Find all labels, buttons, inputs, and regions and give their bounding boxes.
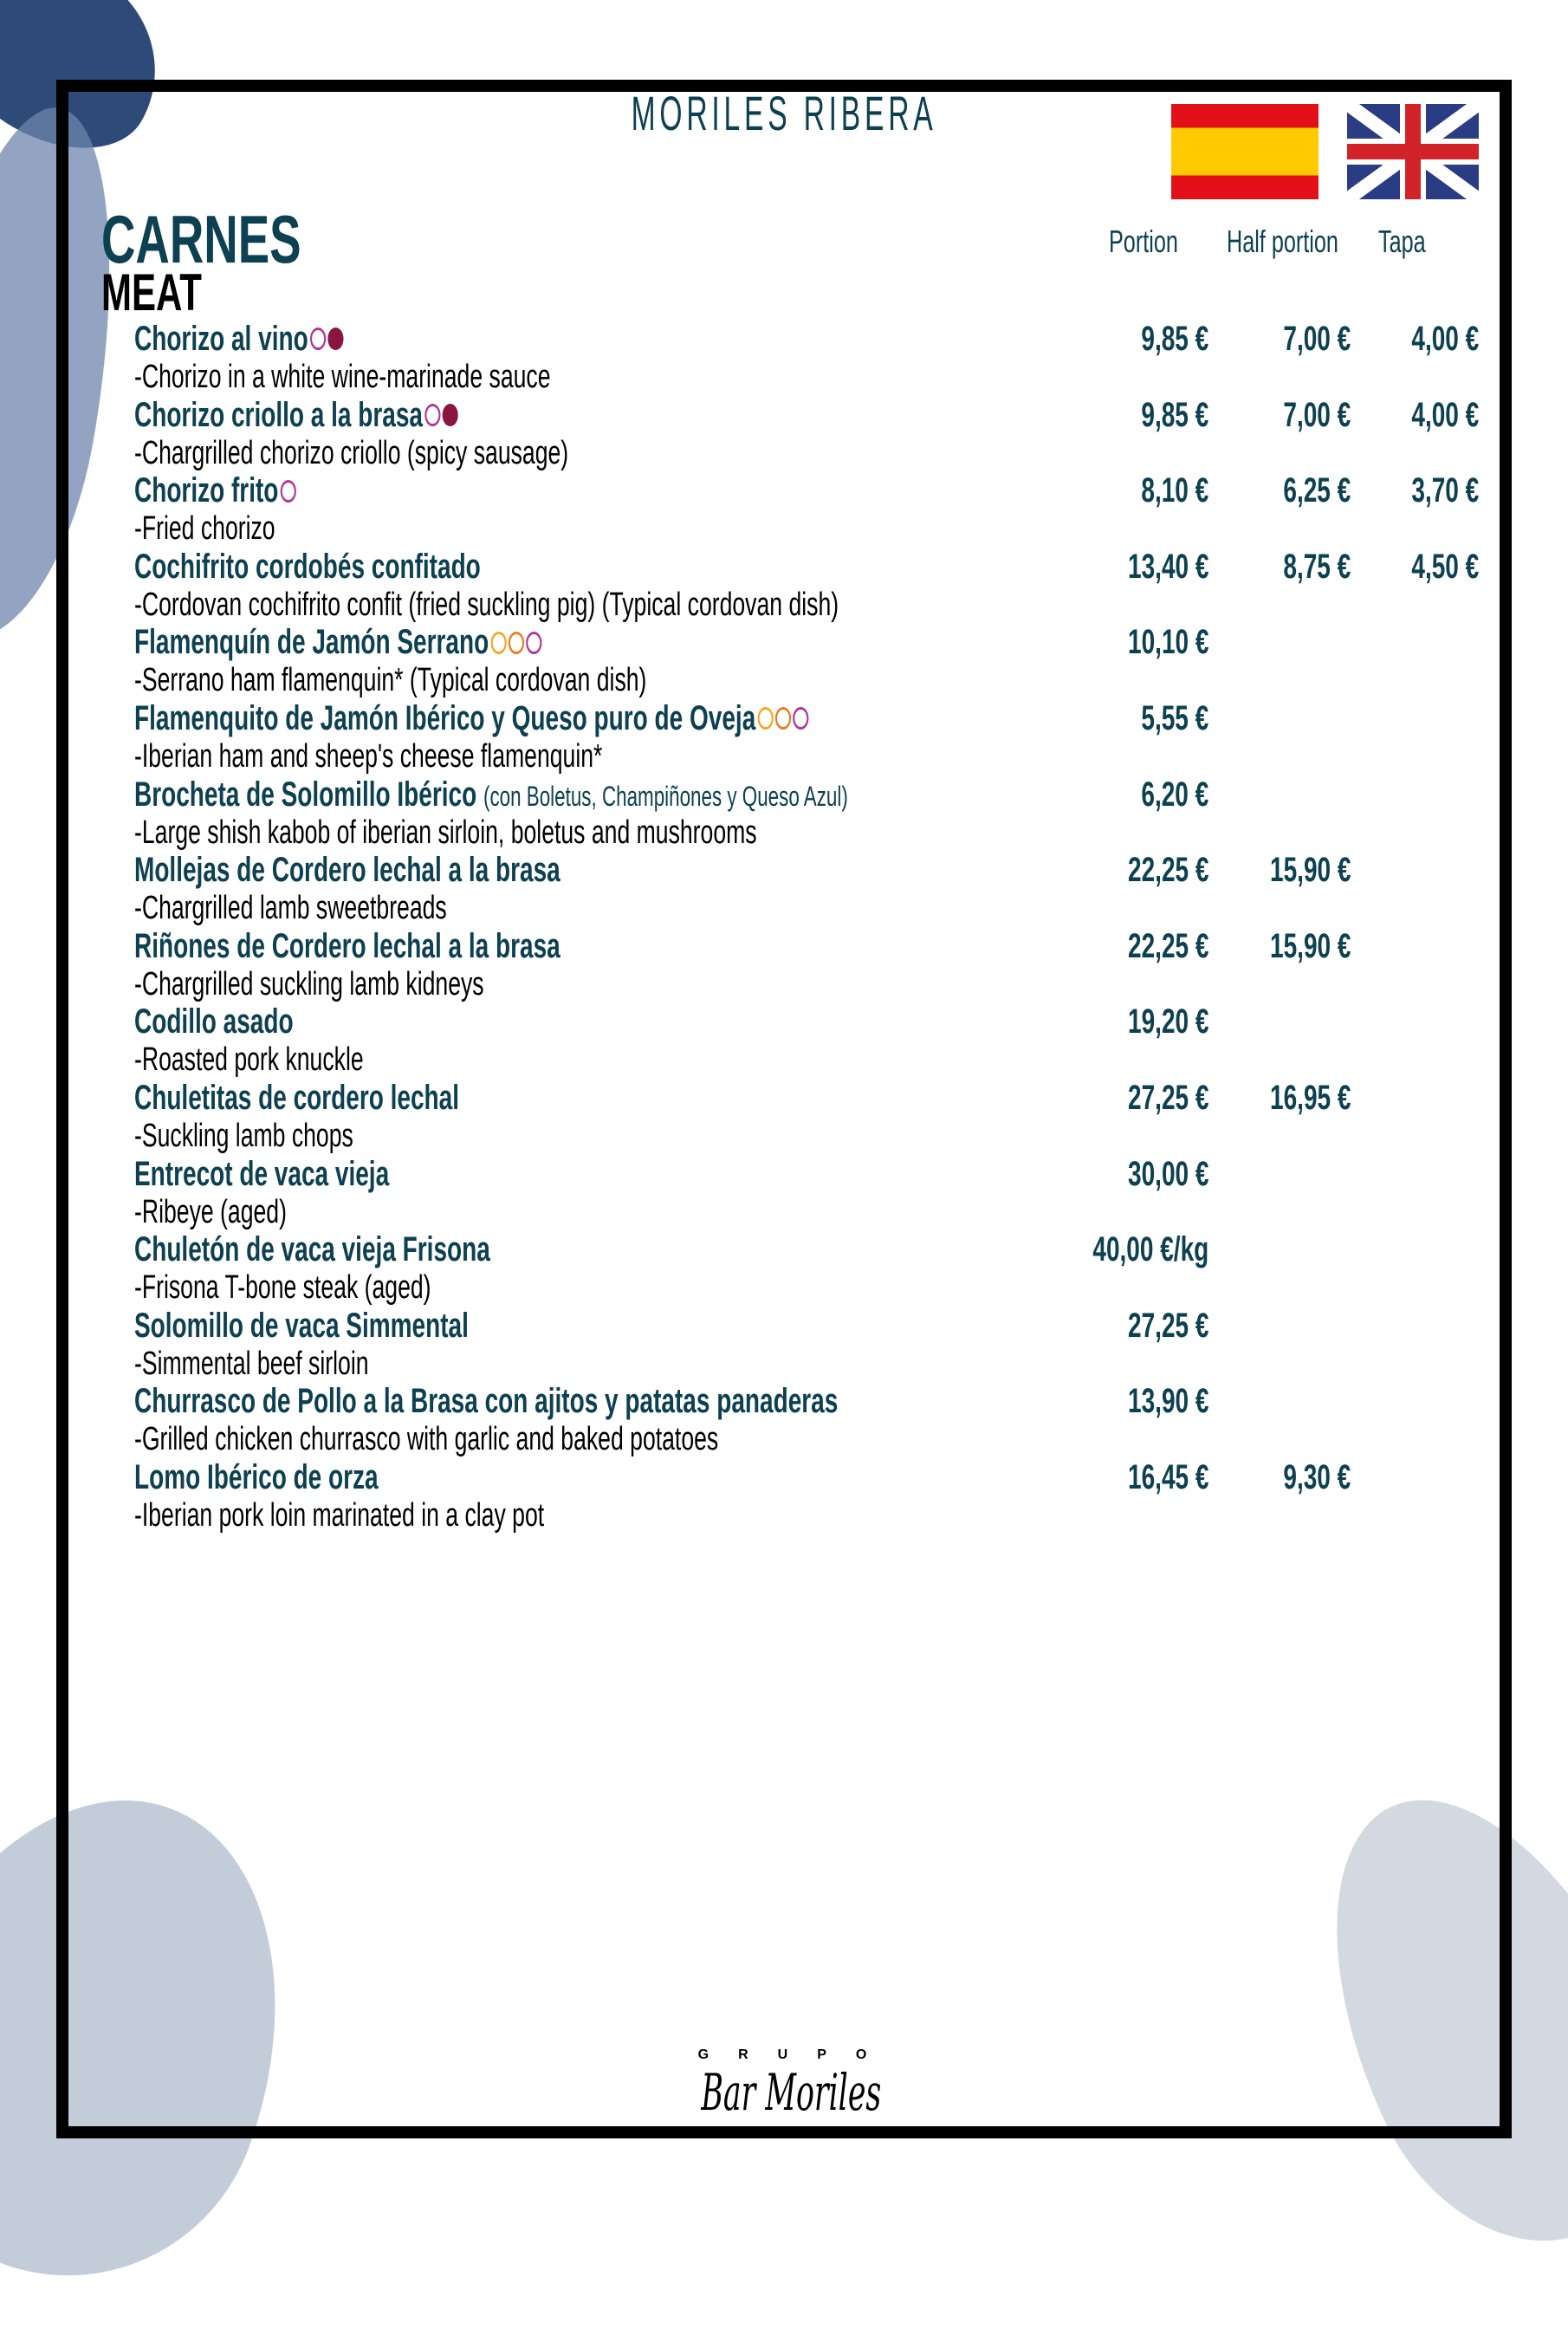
item-description: -Ribeye (aged)	[134, 1193, 287, 1230]
price-portion: 27,25 €	[1127, 1306, 1208, 1345]
menu-item	[0, 852, 1568, 927]
price-portion: 16,45 €	[1127, 1458, 1208, 1496]
item-description: -Serrano ham flamenquin* (Typical cordovan dish)	[134, 662, 647, 699]
grupo-bar-moriles-logo	[641, 2047, 927, 2121]
price-half-portion: 6,25 €	[1283, 471, 1351, 510]
price-portion: 13,90 €	[1127, 1382, 1208, 1421]
price-half-portion: 16,95 €	[1269, 1079, 1351, 1117]
item-name: Riñones de Cordero lechal a la brasa	[134, 926, 560, 965]
menu-item	[0, 776, 1568, 852]
item-name: Chuletón de vaca vieja Frisona	[134, 1230, 490, 1269]
menu-item	[0, 1307, 1568, 1383]
price-tapa: 4,00 €	[1411, 395, 1479, 434]
logo-main-text: Bar Moriles	[701, 2063, 882, 2122]
item-description: -Chargrilled chorizo criollo (spicy sausage)	[134, 434, 569, 471]
price-portion: 40,00 €/kg	[1092, 1230, 1208, 1269]
item-description: -Frisona T-bone steak (aged)	[134, 1269, 431, 1307]
item-description: -Iberian ham and sheep's cheese flamenquin*	[134, 738, 603, 775]
price-half-portion: 8,75 €	[1283, 547, 1351, 586]
item-name: Chorizo frito	[134, 472, 296, 509]
allergen-gluten-icon	[490, 632, 506, 654]
item-description: -Roasted pork knuckle	[134, 1041, 364, 1079]
restaurant-name	[0, 85, 1568, 141]
menu-item	[0, 548, 1568, 624]
logo-top-text: GRUPO	[697, 2047, 897, 2062]
item-name: Chuletitas de cordero lechal	[134, 1079, 459, 1117]
item-description: -Cordovan cochifrito confit (fried suckling pig) (Typical cordovan dish)	[134, 586, 839, 623]
menu-item	[0, 397, 1568, 472]
item-name: Flamenquín de Jamón Serrano	[134, 624, 541, 661]
price-portion: 27,25 €	[1127, 1079, 1208, 1117]
item-name: Solomillo de vaca Simmental	[134, 1306, 469, 1345]
price-portion: 9,85 €	[1141, 395, 1208, 434]
menu-item	[0, 1459, 1568, 1534]
allergen-gluten-icon	[757, 707, 773, 730]
price-portion: 9,85 €	[1141, 320, 1208, 358]
item-subtitle: (con Boletus, Champiñones y Queso Azul)	[483, 780, 848, 812]
menu-item	[0, 472, 1568, 548]
item-description: -Chorizo in a white wine-marinade sauce	[134, 359, 551, 395]
allergen-sulphites-icon	[526, 632, 541, 654]
price-portion: 22,25 €	[1127, 851, 1208, 890]
menu-item	[0, 1231, 1568, 1307]
price-portion: 5,55 €	[1141, 699, 1208, 737]
allergen-sulphites-icon	[310, 328, 326, 350]
price-portion: 22,25 €	[1127, 926, 1208, 965]
item-name: Codillo asado	[134, 1002, 294, 1041]
item-description: -Suckling lamb chops	[134, 1118, 353, 1154]
price-portion: 6,20 €	[1141, 775, 1208, 814]
menu-item	[0, 624, 1568, 699]
item-name: Brocheta de Solomillo Ibérico (con Boletus, Champiñones y Queso Azul)	[134, 775, 848, 814]
item-description: -Fried chorizo	[134, 510, 275, 548]
menu-item	[0, 1383, 1568, 1458]
price-half-portion: 15,90 €	[1269, 926, 1351, 965]
price-half-portion: 9,30 €	[1283, 1458, 1351, 1496]
item-description: -Chargrilled lamb sweetbreads	[134, 890, 447, 927]
allergen-mustard-icon	[327, 328, 343, 350]
section-title-en: MEAT	[101, 263, 202, 321]
item-description: -Simmental beef sirloin	[134, 1345, 369, 1382]
item-name: Chorizo al vino	[134, 321, 343, 358]
price-half-portion: 7,00 €	[1283, 395, 1351, 434]
item-name: Chorizo criollo a la brasa	[134, 397, 458, 434]
allergen-mustard-icon	[442, 404, 457, 426]
item-name: Entrecot de vaca vieja	[134, 1154, 390, 1193]
price-portion: 30,00 €	[1127, 1154, 1208, 1193]
menu-item	[0, 700, 1568, 775]
item-description: -Grilled chicken churrasco with garlic and baked potatoes	[134, 1421, 719, 1458]
menu-item	[0, 321, 1568, 396]
column-header-half-portion: Half portion	[1227, 224, 1338, 259]
section-title-es: CARNES	[101, 201, 301, 277]
price-tapa: 3,70 €	[1411, 471, 1479, 510]
spanish-flag-icon[interactable]	[1171, 104, 1319, 199]
price-portion: 19,20 €	[1127, 1002, 1208, 1041]
item-name: Cochifrito cordobés confitado	[134, 547, 481, 586]
price-half-portion: 15,90 €	[1269, 851, 1351, 890]
item-name: Lomo Ibérico de orza	[134, 1458, 379, 1496]
allergen-milk-egg-icon	[509, 632, 524, 654]
price-portion: 8,10 €	[1141, 471, 1208, 510]
restaurant-name-text: MORILES RIBERA	[631, 86, 937, 140]
price-tapa: 4,50 €	[1411, 547, 1479, 586]
uk-flag-icon[interactable]	[1347, 104, 1479, 199]
item-description: -Large shish kabob of iberian sirloin, boletus and mushrooms	[134, 814, 757, 851]
price-portion: 10,10 €	[1127, 623, 1208, 662]
price-tapa: 4,00 €	[1411, 320, 1479, 358]
item-name: Flamenquito de Jamón Ibérico y Queso puro de Oveja	[134, 700, 808, 737]
item-name: Mollejas de Cordero lechal a la brasa	[134, 851, 560, 890]
column-header-tapa: Tapa	[1378, 224, 1426, 259]
menu-item	[0, 1080, 1568, 1155]
menu-item	[0, 1003, 1568, 1079]
item-name: Churrasco de Pollo a la Brasa con ajitos y patatas panaderas	[134, 1382, 839, 1421]
price-portion: 13,40 €	[1127, 547, 1208, 586]
allergen-sulphites-icon	[281, 480, 296, 503]
price-half-portion: 7,00 €	[1283, 320, 1351, 358]
allergen-sulphites-icon	[793, 707, 808, 730]
item-description: -Chargrilled suckling lamb kidneys	[134, 965, 484, 1002]
allergen-sulphites-icon	[424, 404, 440, 426]
menu-item	[0, 1156, 1568, 1231]
allergen-milk-egg-icon	[775, 707, 791, 730]
item-description: -Iberian pork loin marinated in a clay pot	[134, 1497, 545, 1534]
menu-item	[0, 928, 1568, 1003]
column-header-portion: Portion	[1109, 224, 1178, 259]
